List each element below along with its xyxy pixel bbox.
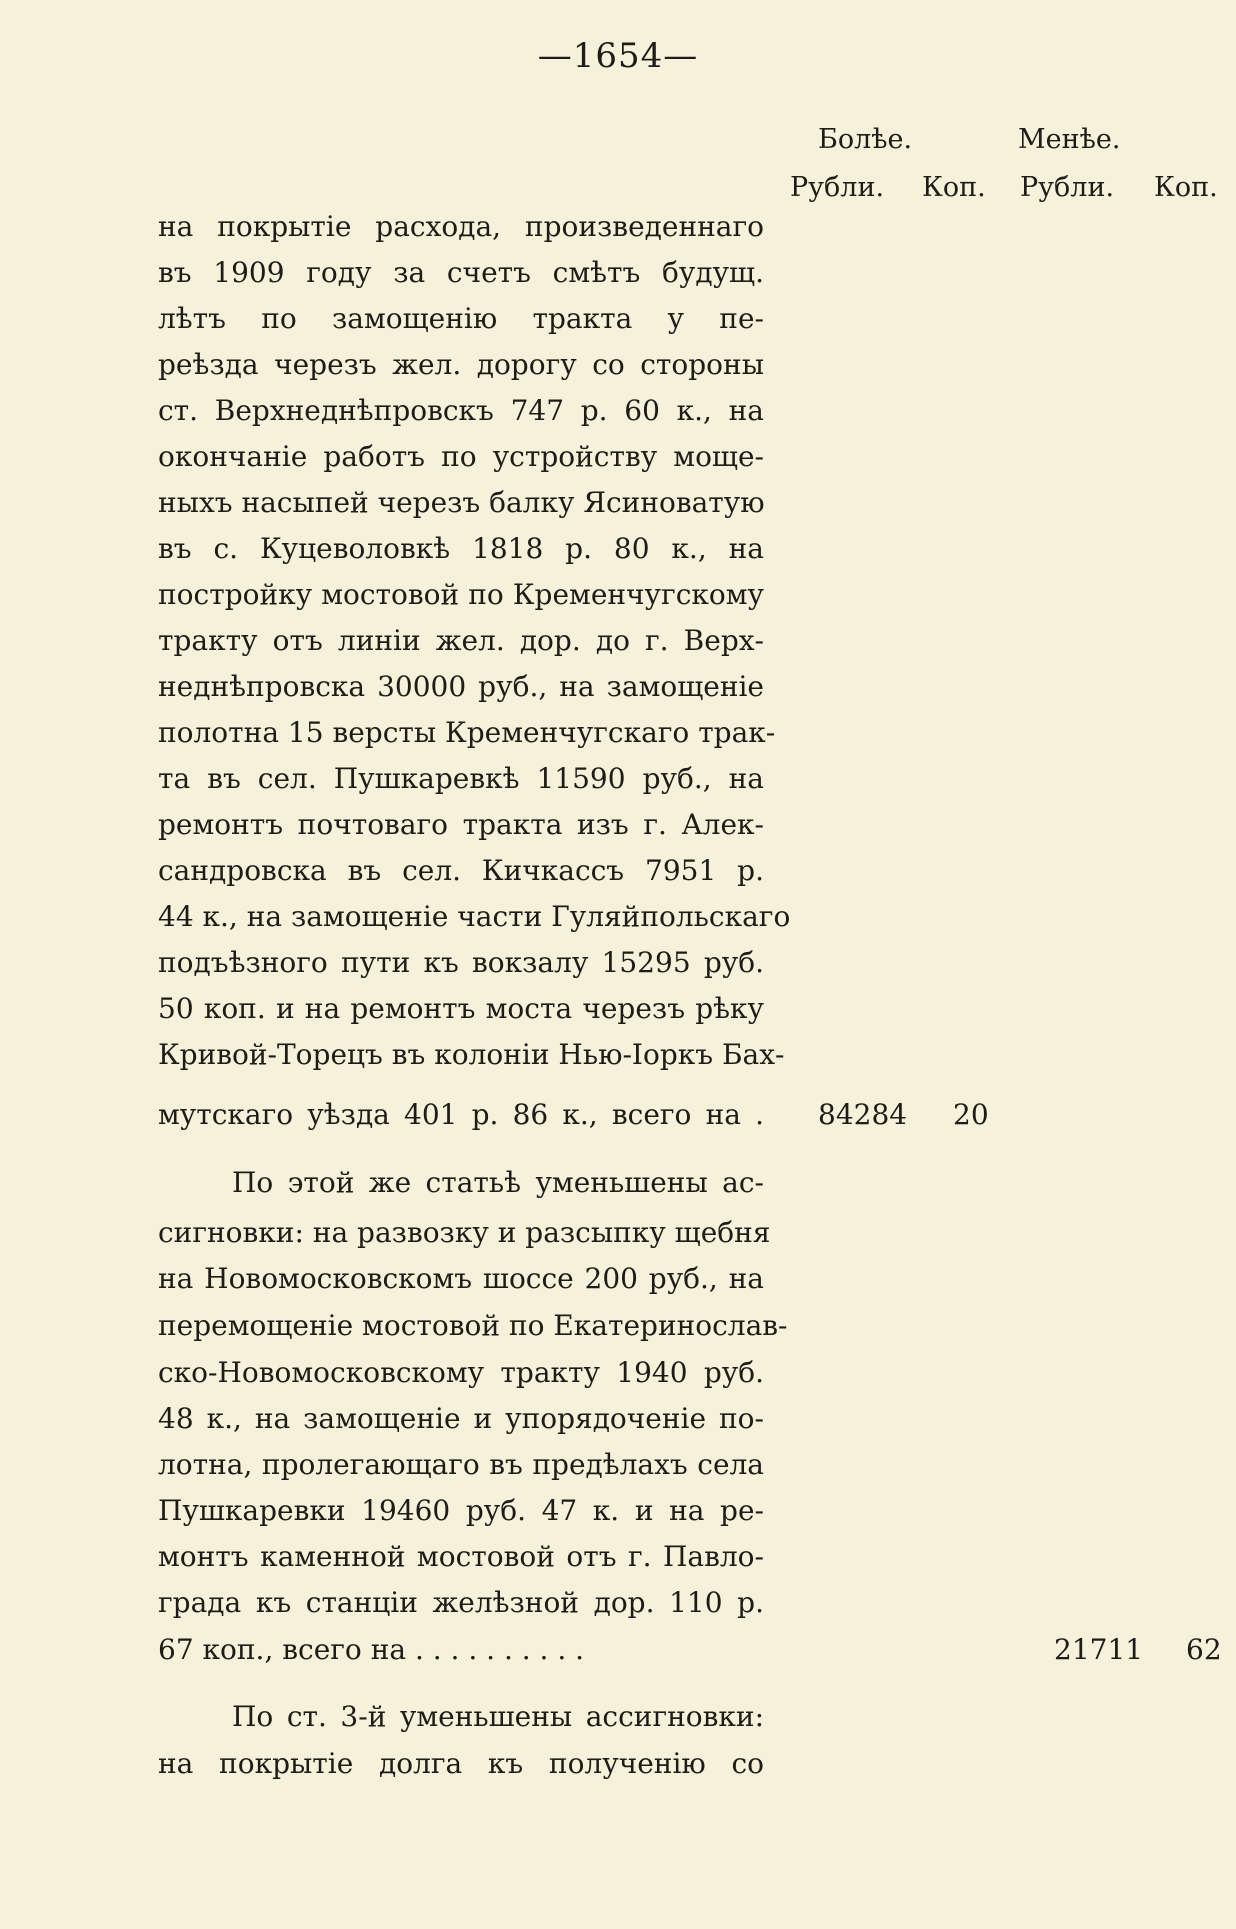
- paragraph1-line: ремонтъ почтоваго тракта изъ г. Алек-: [158, 808, 764, 841]
- paragraph2-line: на Новомосковскомъ шоссе 200 руб., на: [158, 1262, 764, 1295]
- paragraph3-line: По ст. 3-й уменьшены ассигновки:: [232, 1700, 764, 1733]
- paragraph1-line: постройку мостовой по Кременчугскому: [158, 578, 764, 611]
- total2-kop: 62: [1186, 1633, 1222, 1666]
- total1-rubles: 84284: [818, 1098, 908, 1131]
- paragraph1-line: въ 1909 году за счетъ смѣтъ будущ.: [158, 256, 764, 289]
- total2-rubles: 21711: [1054, 1633, 1144, 1666]
- paragraph1-line: подъѣзного пути къ вокзалу 15295 руб.: [158, 946, 764, 979]
- header-less: Менѣе.: [1018, 124, 1121, 155]
- paragraph2-line: 48 к., на замощеніе и упорядоченіе по-: [158, 1402, 764, 1435]
- paragraph1-line: на покрытіе расхода, произведеннаго: [158, 210, 764, 243]
- header-kop-more: Коп.: [922, 172, 986, 203]
- total1-kop: 20: [953, 1098, 989, 1131]
- paragraph2-line: лотна, пролегающаго въ предѣлахъ села: [158, 1448, 764, 1481]
- paragraph2-line: перемощеніе мостовой по Екатеринослав-: [158, 1309, 788, 1342]
- paragraph1-line: ныхъ насыпей черезъ балку Ясиноватую: [158, 486, 765, 519]
- paragraph1-line: въ с. Куцеволовкѣ 1818 р. 80 к., на: [158, 532, 764, 565]
- paragraph1-line: лѣтъ по замощенію тракта у пе-: [158, 302, 764, 335]
- paragraph2-line: ско-Новомосковскому тракту 1940 руб.: [158, 1356, 764, 1389]
- header-rubles-less: Рубли.: [1020, 172, 1115, 203]
- paragraph2-line: 67 коп., всего на . . . . . . . . . .: [158, 1633, 585, 1666]
- paragraph1-line: полотна 15 версты Кременчугскаго трак-: [158, 716, 776, 749]
- paragraph1-line: реѣзда черезъ жел. дорогу со стороны: [158, 348, 764, 381]
- paragraph1-line: тракту отъ линіи жел. дор. до г. Верх-: [158, 624, 764, 657]
- paragraph1-line: окончаніе работъ по устройству моще-: [158, 440, 764, 473]
- paragraph2-line: монтъ каменной мостовой отъ г. Павло-: [158, 1540, 764, 1573]
- paragraph1-line: мутскаго уѣзда 401 р. 86 к., всего на .: [158, 1098, 764, 1131]
- paragraph1-line: сандровска въ сел. Кичкассъ 7951 р.: [158, 854, 764, 887]
- paragraph1-line: 50 коп. и на ремонтъ моста черезъ рѣку: [158, 992, 764, 1025]
- page-number: —1654—: [537, 36, 699, 76]
- paragraph1-line: неднѣпровска 30000 руб., на замощеніе: [158, 670, 764, 703]
- header-more: Болѣе.: [818, 124, 913, 155]
- paragraph2-line: града къ станціи желѣзной дор. 110 р.: [158, 1586, 764, 1619]
- paragraph2-line: Пушкаревки 19460 руб. 47 к. и на ре-: [158, 1494, 764, 1527]
- header-rubles-more: Рубли.: [790, 172, 885, 203]
- paragraph1-line: та въ сел. Пушкаревкѣ 11590 руб., на: [158, 762, 764, 795]
- header-kop-less: Коп.: [1154, 172, 1218, 203]
- paragraph1-line: 44 к., на замощеніе части Гуляйпольскаго: [158, 900, 791, 933]
- paragraph1-line: ст. Верхнеднѣпровскъ 747 р. 60 к., на: [158, 394, 764, 427]
- paragraph2-line: сигновки: на развозку и разсыпку щебня: [158, 1216, 771, 1249]
- paragraph2-line: По этой же статьѣ уменьшены ас-: [232, 1166, 764, 1199]
- paragraph1-line: Кривой-Торецъ въ колоніи Нью-Іоркъ Бах-: [158, 1038, 785, 1071]
- paragraph3-line: на покрытіе долга къ полученію со: [158, 1747, 764, 1780]
